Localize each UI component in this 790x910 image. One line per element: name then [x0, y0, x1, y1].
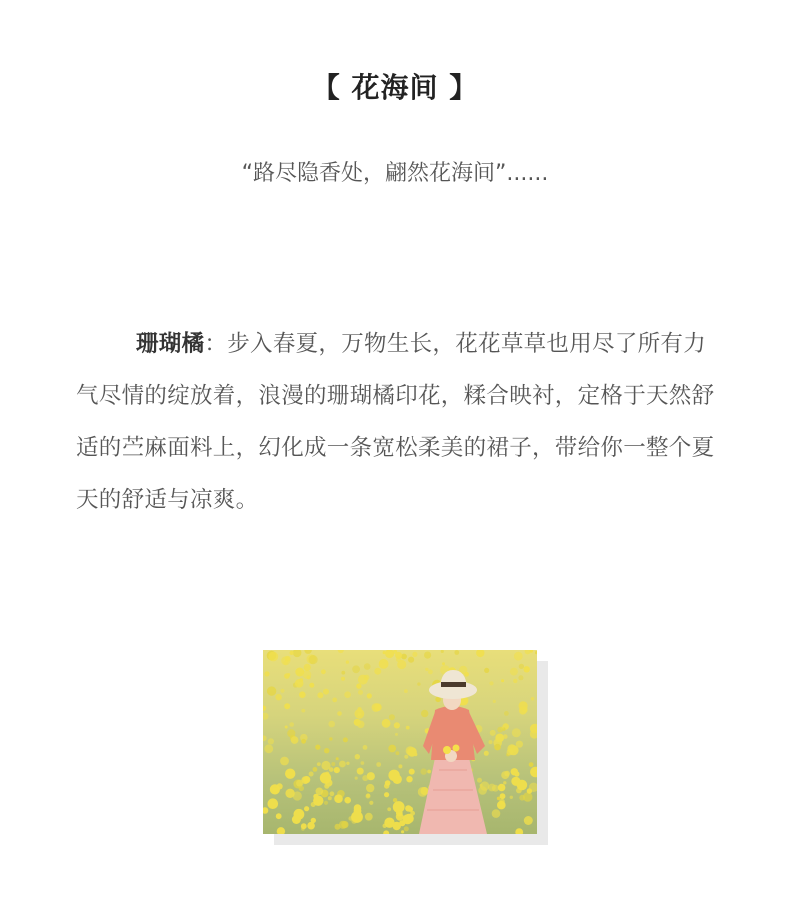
blossom-dot	[396, 810, 403, 817]
blossom-dot	[268, 652, 278, 662]
blossom-dot	[518, 675, 523, 680]
blossom-dot	[285, 769, 295, 779]
blossom-dot	[346, 660, 349, 663]
blossom-dot	[382, 719, 391, 728]
blossom-dot	[408, 807, 413, 812]
blossom-dot	[268, 798, 279, 809]
blossom-dot	[484, 668, 489, 673]
blossom-dot	[299, 786, 304, 791]
blossom-dot	[362, 775, 368, 781]
blossom-dot	[424, 652, 431, 659]
blossom-dot	[311, 818, 316, 823]
blossom-dot	[497, 801, 506, 810]
blossom-dot	[309, 683, 314, 688]
blossom-dot	[301, 709, 305, 713]
blossom-dot	[501, 679, 504, 682]
blossom-dot	[417, 682, 420, 685]
blossom-dot	[313, 796, 323, 806]
blossom-dot	[409, 769, 415, 775]
blossom-dot	[284, 703, 290, 709]
blossom-dot	[290, 651, 294, 655]
blossom-dot	[385, 780, 391, 786]
blossom-dot	[331, 762, 335, 766]
blossom-dot	[352, 665, 360, 673]
blossom-dot	[285, 789, 294, 798]
blossom-dot	[328, 796, 332, 800]
blossom-dot	[309, 772, 314, 777]
blossom-dot	[341, 677, 345, 681]
blossom-dot	[344, 691, 351, 698]
blossom-dot	[343, 737, 348, 742]
blossom-dot	[355, 754, 360, 759]
blossom-dot	[335, 824, 341, 830]
blossom-dot	[379, 659, 389, 669]
blossom-dot	[369, 801, 373, 805]
blossom-dot	[329, 737, 332, 740]
blossom-dot	[361, 761, 365, 765]
blossom-dot	[398, 764, 402, 768]
blossom-dot	[421, 787, 429, 795]
blossom-dot	[291, 736, 299, 744]
blossom-dot	[512, 728, 521, 737]
blossom-dot	[358, 675, 368, 685]
blossom-dot	[354, 804, 362, 812]
blossom-dot	[334, 794, 343, 803]
blossom-dot	[321, 669, 326, 674]
blossom-dot	[404, 755, 408, 759]
blossom-dot	[477, 778, 482, 783]
blossom-dot	[529, 762, 534, 767]
blossom-dot	[317, 762, 321, 766]
blossom-dot	[330, 791, 335, 796]
blossom-dot	[531, 697, 534, 700]
blossom-dot	[389, 714, 395, 720]
blossom-dot	[299, 678, 303, 682]
blossom-dot	[287, 729, 295, 737]
blossom-dot	[287, 673, 290, 676]
blossom-dot	[304, 806, 309, 811]
blossom-dot	[337, 711, 342, 716]
blossom-dot	[276, 813, 282, 819]
blossom-dot	[365, 813, 373, 821]
blossom-dot	[406, 776, 412, 782]
blossom-dot	[401, 830, 404, 833]
blossom-dot	[480, 784, 483, 787]
blossom-dot	[519, 664, 524, 669]
blossom-dot	[339, 761, 346, 768]
blossom-dot	[355, 777, 358, 780]
description-text: 步入春夏，万物生长，花花草草也用尽了所有力气尽情的绽放着，浪漫的珊瑚橘印花，糅合映衬，定格于天然舒适的苎麻面料上，幻化成一条宽松柔美的裙子，带给你一整个夏天的舒适与凉爽。	[76, 331, 715, 513]
blossom-dot	[428, 670, 433, 675]
blossom-dot	[503, 781, 506, 784]
blossom-dot	[341, 671, 345, 675]
blossom-dot	[364, 663, 371, 670]
blossom-dot	[404, 689, 408, 693]
blossom-dot	[303, 776, 310, 783]
blossom-dot	[501, 771, 509, 779]
blossom-dot	[301, 823, 307, 829]
blossom-dot	[366, 794, 371, 799]
blossom-dot	[296, 780, 303, 787]
blossom-dot	[383, 651, 386, 654]
page-title: 【 花海间 】	[311, 71, 479, 104]
blossom-dot	[513, 679, 517, 683]
product-description	[76, 318, 721, 526]
blossom-dot	[497, 727, 503, 733]
blossom-dot	[367, 693, 372, 698]
description-label: 珊瑚橘	[136, 331, 205, 357]
subtitle-quote: “路尽隐香处，翩然花海间”......	[241, 161, 549, 186]
blossom-dot	[374, 703, 382, 711]
blossom-dot	[498, 784, 506, 792]
flower-field-photo	[263, 650, 537, 834]
blossom-dot	[334, 767, 340, 773]
blossom-dot	[317, 692, 323, 698]
blossom-dot	[406, 726, 410, 730]
blossom-dot	[363, 745, 368, 750]
blossom-dot	[527, 788, 532, 793]
blossom-dot	[374, 668, 381, 675]
blossom-dot	[346, 762, 349, 765]
blossom-dot	[494, 744, 501, 751]
blossom-dot	[376, 762, 381, 767]
blossom-dot	[394, 722, 400, 728]
blossom-dot	[289, 722, 294, 727]
blossom-dot	[323, 689, 329, 695]
blossom-dot	[328, 721, 335, 728]
blossom-dot	[388, 745, 396, 753]
blossom-dot	[425, 668, 428, 671]
blossom-dot	[504, 711, 509, 716]
blossom-dot	[275, 694, 281, 700]
blossom-dot	[442, 662, 445, 665]
blossom-dot	[489, 740, 493, 744]
blossom-dot	[393, 822, 401, 830]
blossom-dot	[280, 757, 289, 766]
blossom-dot	[332, 698, 337, 703]
blossom-dot	[519, 707, 527, 715]
blossom-dot	[517, 780, 528, 791]
blossom-dot	[408, 657, 414, 663]
blossom-dot	[354, 719, 361, 726]
blossom-dot	[304, 664, 311, 671]
blossom-dot	[303, 670, 312, 679]
blossom-dot	[351, 811, 363, 823]
blossom-dot	[421, 768, 427, 774]
blossom-dot	[309, 655, 318, 664]
blossom-dot	[484, 751, 489, 756]
blossom-dot	[489, 681, 493, 685]
blossom-dot	[511, 768, 518, 775]
blossom-dot	[500, 793, 506, 799]
blossom-dot	[427, 770, 431, 774]
blossom-dot	[324, 801, 328, 805]
blossom-dot	[358, 690, 363, 695]
blossom-dot	[336, 757, 339, 760]
blossom-dot	[357, 768, 364, 775]
blossom-dot	[281, 656, 290, 665]
blossom-dot	[355, 709, 365, 719]
blossom-dot	[387, 807, 391, 811]
blossom-dot	[344, 797, 351, 804]
blossom-dot	[264, 671, 269, 676]
blossom-dot	[315, 745, 320, 750]
blossom-dot	[510, 668, 518, 676]
blossom-dot	[395, 733, 398, 736]
blossom-dot	[320, 772, 331, 783]
blossom-dot	[403, 814, 413, 824]
blossom-dot	[524, 816, 533, 825]
product-photo	[263, 650, 537, 834]
blossom-dot	[510, 796, 513, 799]
blossom-dot	[396, 751, 400, 755]
blossom-dot	[495, 734, 504, 743]
blossom-dot	[366, 784, 374, 792]
blossom-dot	[516, 741, 523, 748]
blossom-dot	[404, 826, 409, 831]
blossom-dot	[264, 744, 273, 753]
blossom-dot	[421, 710, 428, 717]
blossom-dot	[407, 747, 417, 757]
description-separator: ：	[204, 331, 228, 357]
blossom-dot	[490, 730, 496, 736]
blossom-dot	[493, 700, 496, 703]
blossom-dot	[299, 691, 306, 698]
blossom-dot	[356, 683, 361, 688]
blossom-dot	[268, 738, 274, 744]
blossom-dot	[285, 726, 288, 729]
blossom-dot	[523, 792, 533, 802]
blossom-dot	[329, 767, 334, 772]
blossom-dot	[313, 767, 318, 772]
blossom-dot	[454, 650, 459, 655]
blossom-dot	[524, 666, 530, 672]
blossom-dot	[507, 744, 516, 753]
blossom-dot	[514, 652, 523, 661]
blossom-dot	[384, 792, 389, 797]
blossom-dot	[281, 689, 285, 693]
blossom-dot	[292, 815, 301, 824]
blossom-dot	[412, 652, 417, 657]
blossom-dot	[388, 770, 399, 781]
blossom-dot	[267, 686, 276, 695]
blossom-dot	[270, 784, 280, 794]
blossom-dot	[324, 748, 329, 753]
blossom-dot	[301, 739, 306, 744]
blossom-dot	[492, 809, 501, 818]
